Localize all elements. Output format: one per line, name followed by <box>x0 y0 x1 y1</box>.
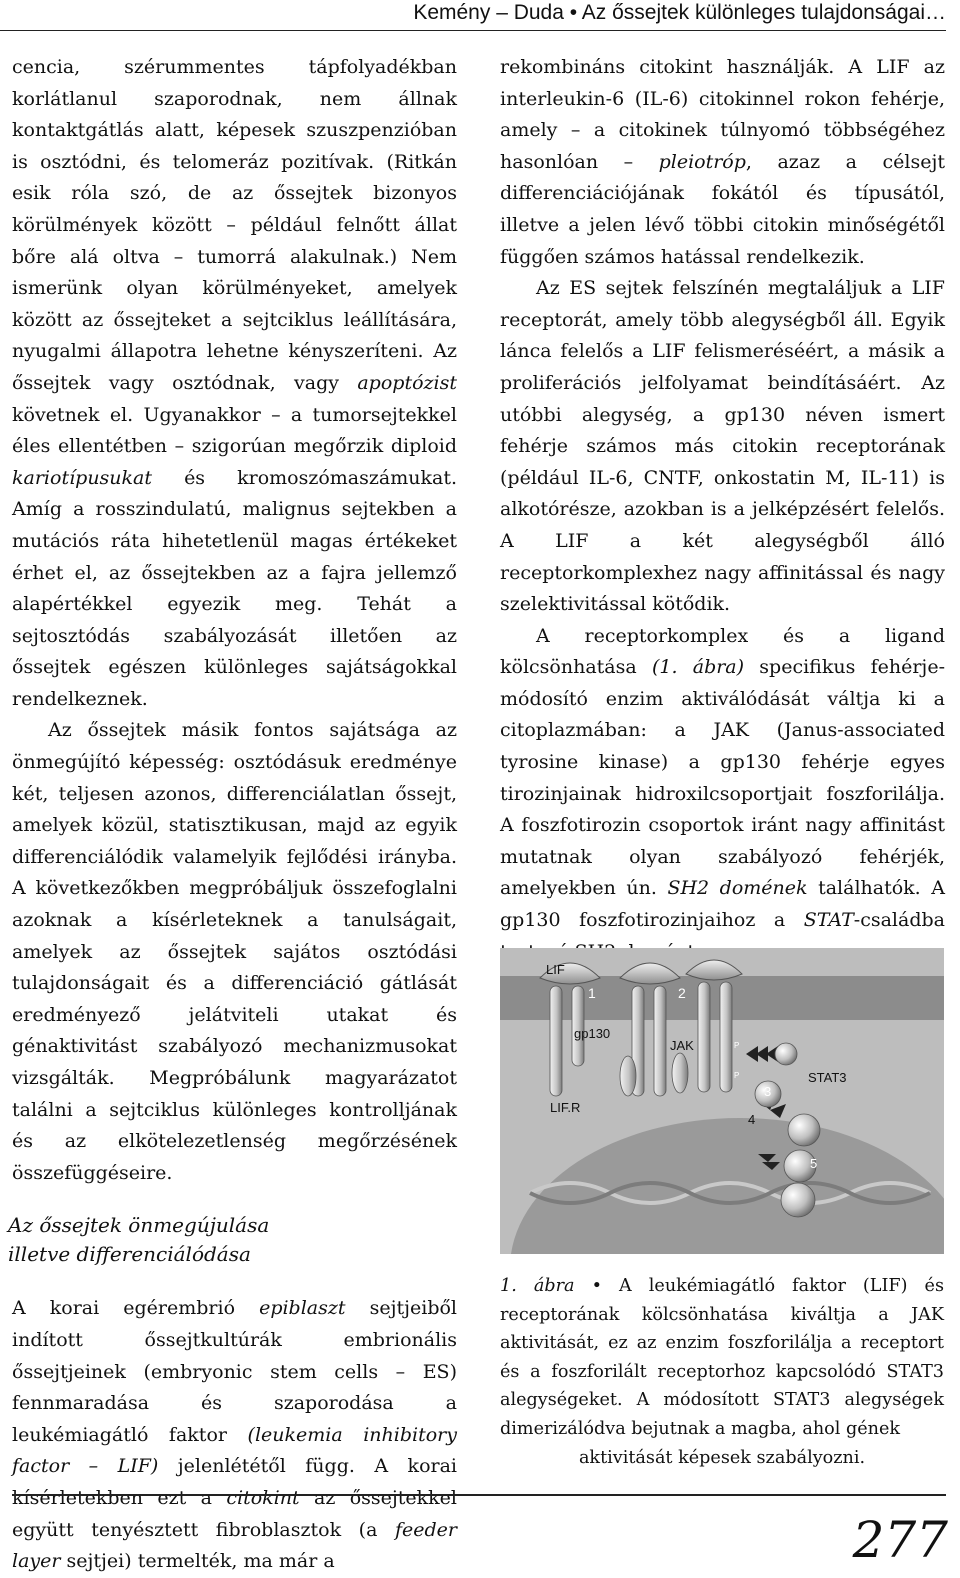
paragraph: A korai egérembrió epiblaszt sejtjeiből indított őssejtkultúrák embrionális őssejtjeinek (embryonic stem cells – ES) fennmaradása és szaporodása a leukémiagátló faktor (leukemia inhibitory factor – LIF) jelenlététől függ. A korai kísérletekben ezt a citokint az őssejtekkel együtt tenyésztett fibroblasztok (a feeder layer sejtjei) termelték, ma már a <box>12 1297 457 1573</box>
lif-receptor-figure <box>500 948 944 1254</box>
caption-label: 1. ábra <box>500 1276 575 1296</box>
gp130-chain <box>698 982 710 1092</box>
label-p: P <box>734 1041 740 1050</box>
stat3-ball <box>775 1043 797 1065</box>
label-p: P <box>734 1071 740 1080</box>
caption-text: A leukémiagátló faktor (LIF) és receptorának kölcsönhatása kiváltja a JAK aktivitását, ez az enzim foszforilálja a receptort és a foszforilált receptorhoz kapcsolódó STAT3 alegységeket. A módosított STAT3 alegységek dimerizálódva bejutnak a magba, ahol gének <box>500 1276 944 1439</box>
label-3: 3 <box>764 1084 772 1099</box>
paragraph: Az őssejtek másik fontos sajátsága az önmegújító képesség: osztódásuk eredménye két, teljesen azonos, differenciálatlan őssejt, amelyek közül, statisztikusan, majd az egyik differenciálódik valamelyik fejlődési irányba. A következőkben megpróbáljuk összefoglalni azoknak a kísérleteknek a tanulságait, amelyek az őssejtek sajátos osztódási tulajdonságait és a differenciáció gátlását eredményező jelátviteli utakat és génaktivitást szabályozó mechanizmusokat vizsgálták. Megpróbálunk magyarázatot találni a sejtciklus különleges kontrolljának és az elkötelezetlenség megőrzésének összefüggéseire. <box>12 719 457 1184</box>
figure-caption <box>500 1272 944 1472</box>
label-lif: LIF <box>546 962 565 977</box>
paragraph: cencia, szérummentes tápfolyadékban korlátlanul szaporodnak, nem állnak kontaktgátlás alatt, képesek szuszpenzióban is osztódni, és telomeráz pozitívak. (Ritkán esik róla szó, de az őssejtek bizonyos körülmények között – például felnőtt állat bőre alá oltva – tumorrá alakulnak.) Nem ismerünk olyan körülményeket, amelyek között az őssejteket a sejtciklus leállítására, nyugalmi állapotra lehetne kényszeríteni. Az őssejtek vagy osztódnak, vagy apoptózist követnek el. Ugyanakkor – a tumorsejtekkel éles ellentétben – szigorúan megőrzik diploid kariotípusukat és kromoszómaszámukat. Amíg a rosszindulatú, malignus sejtekben a mutációs ráta hihetetlenül magas értékeket érhet el, az őssejtekben az a fajra jellemző alapértékkel egyezik meg. Tehát a sejtosztódás szabályozását illetően az őssejtek egészen különleges sajátságokkal rendelkeznek. <box>12 56 457 710</box>
jak-kinase <box>672 1053 688 1093</box>
paragraph: rekombináns citokint használják. A LIF az interleukin-6 (IL-6) citokinnel rokon fehérje, amely – a citokinek túlnyomó többségéhez hasonlóan – pleiotróp, azaz a célsejt differenciációjának fokától és típusától, illetve a jelen lévő többi citokin minőségétől függően számos hatással rendelkezik. <box>500 56 945 268</box>
running-header <box>0 0 946 31</box>
stat3-ball <box>781 1183 815 1217</box>
label-5: 5 <box>810 1156 818 1171</box>
stat3-ball <box>788 1114 820 1146</box>
label-1: 1 <box>588 985 596 1001</box>
label-4: 4 <box>748 1112 756 1127</box>
gp130-chain <box>654 986 666 1096</box>
caption-bullet: • <box>591 1276 602 1296</box>
lif-receptor-chain <box>550 986 562 1096</box>
label-2: 2 <box>678 985 686 1001</box>
caption-last-line: aktivitását képesek szabályozni. <box>578 1447 866 1468</box>
label-stat3: STAT3 <box>808 1070 847 1085</box>
left-column <box>8 52 457 1578</box>
footer-rule <box>12 1494 946 1496</box>
right-column <box>500 52 945 968</box>
gp130-chain <box>720 982 732 1092</box>
page-number: 277 <box>852 1511 948 1569</box>
label-lifr: LIF.R <box>550 1100 581 1115</box>
paragraph: A receptorkomplex és a ligand kölcsönhatása (1. ábra) specifikus fehérje-módosító enzim aktiválódását váltja ki a citoplazmában: a JAK (Janus-associated tyrosine kinase) a gp130 fehérje egyes tirozinjainak hidroxilcsoportjait foszforilálja. A foszfotirozin csoportok iránt nagy affinitást mutatnak olyan szabályozó fehérjék, amelyekben ún. SH2 domének találhatók. A gp130 foszfotirozinjaihoz a STAT-családba <box>500 624 945 932</box>
jak-kinase <box>620 1056 636 1096</box>
label-jak: JAK <box>670 1038 694 1053</box>
running-title: Kemény – Duda • Az őssejtek különleges tulajdonságai… <box>413 1 946 24</box>
label-gp130: gp130 <box>574 1026 611 1041</box>
section-heading: Az őssejtek önmegújulása illetve differenciálódása <box>8 1213 270 1267</box>
paragraph: Az ES sejtek felszínén megtaláljuk a LIF receptorát, amely több alegységből áll. Egyik lánca felelős a LIF felismeréséért, a másik a proliferációs jelfolyamat beindításáért. Az utóbbi alegység, a gp130 néven ismert fehérje számos más citokin receptorának (például IL-6, CNTF, onkostatin M, IL-11) is alkotórésze, azokban is a jelképzésért felelős. A LIF a két alegységből álló receptorkomplexhez nagy affinitással és nagy szelektivitással kötődik. <box>500 277 945 616</box>
